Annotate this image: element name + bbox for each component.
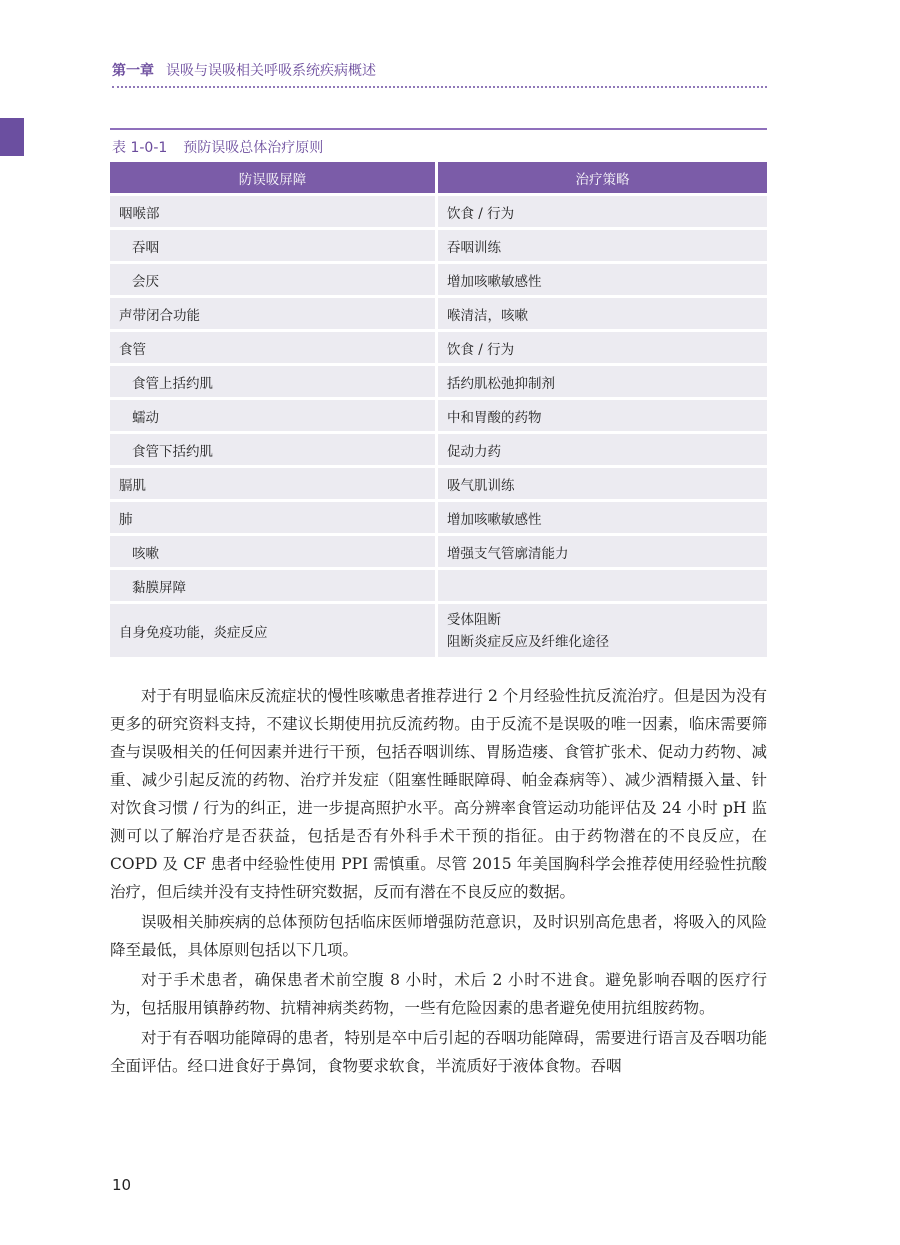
paragraph: 误吸相关肺疾病的总体预防包括临床医师增强防范意识，及时识别高危患者，将吸入的风险降至最低，具体原则包括以下几项。 (110, 913, 767, 959)
table-title: 预防误吸总体治疗原则 (183, 140, 324, 156)
strategy-cell (438, 570, 767, 601)
strategy-cell: 饮食 / 行为 (438, 332, 767, 363)
strategy-line: 阻断炎症反应及纤维化途径 (447, 633, 609, 650)
table-row (110, 366, 767, 397)
paragraph: 对于有吞咽功能障碍的患者，特别是卒中后引起的吞咽功能障碍，需要进行语言及吞咽功能全面评估。经口进食好于鼻饲，食物要求软食，半流质好于液体食物。吞咽 (110, 1029, 767, 1075)
barrier-cell: 膈肌 (110, 468, 435, 499)
table-row (110, 468, 767, 499)
table-row (110, 604, 767, 657)
table-row (110, 298, 767, 329)
table-row (110, 196, 767, 227)
table-row (110, 400, 767, 431)
strategy-cell: 增强支气管廓清能力 (438, 536, 767, 567)
barrier-cell: 黏膜屏障 (110, 570, 435, 601)
barrier-cell: 肺 (110, 502, 435, 533)
table-row (110, 536, 767, 567)
strategy-cell: 增加咳嗽敏感性 (438, 264, 767, 295)
table-header-row (110, 162, 767, 193)
table-row (110, 570, 767, 601)
barrier-cell: 食管 (110, 332, 435, 363)
table-number: 表 1-0-1 (112, 140, 168, 156)
strategy-cell: 增加咳嗽敏感性 (438, 502, 767, 533)
table-row (110, 332, 767, 363)
barrier-cell: 咽喉部 (110, 196, 435, 227)
body-text (110, 682, 767, 1082)
strategy-cell: 饮食 / 行为 (438, 196, 767, 227)
strategy-cell (438, 604, 767, 657)
table-caption (112, 137, 323, 157)
barrier-cell: 食管上括约肌 (110, 366, 435, 397)
strategy-cell: 吸气肌训练 (438, 468, 767, 499)
page-number: 10 (112, 1176, 132, 1194)
paragraph: 对于有明显临床反流症状的慢性咳嗽患者推荐进行 2 个月经验性抗反流治疗。但是因为没有更多的研究资料支持，不建议长期使用抗反流药物。由于反流不是误吸的唯一因素，临床需要筛查与误吸相关的任何因素并进行干预，包括吞咽训练、胃肠造瘘、食管扩张术、促动力药物、减重、减少引起反流的药物、治疗并发症（阻塞性睡眠障碍、帕金森病等）、减少酒精摄入量、针对饮食习惯 / 行为的纠正，进一步提高照护水平。高分辨率食管运动功能评估及 24 小时 pH 监测可以了解治疗是否获益，包括是否有外科手术干预的指征。由于药物潜在的不良反应，在 COPD 及 CF 患者中经验性使用 PPI 需慎重。尽管 2015 年美国胸科学会推荐使用经验性抗酸治疗，但后续并没有支持性研究数据，反而有潜在不良反应的数据。 (110, 687, 767, 901)
barrier-cell: 声带闭合功能 (110, 298, 435, 329)
strategy-line: 受体阻断 (447, 611, 501, 628)
barrier-cell: 吞咽 (110, 230, 435, 261)
chapter-label: 第一章 (112, 63, 154, 79)
barrier-cell: 蠕动 (110, 400, 435, 431)
table-top-rule (110, 128, 767, 130)
barrier-cell: 会厌 (110, 264, 435, 295)
chapter-title: 误吸与误吸相关呼吸系统疾病概述 (166, 63, 376, 79)
column-header-strategy: 治疗策略 (438, 162, 767, 193)
table-row (110, 502, 767, 533)
header-divider (112, 86, 767, 88)
strategy-cell: 括约肌松弛抑制剂 (438, 366, 767, 397)
table-row (110, 434, 767, 465)
column-header-barrier: 防误吸屏障 (110, 162, 435, 193)
table-row (110, 264, 767, 295)
barrier-cell: 食管下括约肌 (110, 434, 435, 465)
chapter-side-tab (0, 118, 24, 156)
treatment-principles-table (110, 162, 767, 660)
barrier-cell: 自身免疫功能，炎症反应 (110, 604, 435, 657)
running-header (112, 60, 376, 80)
table-row (110, 230, 767, 261)
paragraph: 对于手术患者，确保患者术前空腹 8 小时，术后 2 小时不进食。避免影响吞咽的医疗行为，包括服用镇静药物、抗精神病类药物，一些有危险因素的患者避免使用抗组胺药物。 (110, 971, 767, 1017)
strategy-cell: 喉清洁，咳嗽 (438, 298, 767, 329)
strategy-cell: 中和胃酸的药物 (438, 400, 767, 431)
strategy-cell: 吞咽训练 (438, 230, 767, 261)
strategy-cell: 促动力药 (438, 434, 767, 465)
barrier-cell: 咳嗽 (110, 536, 435, 567)
